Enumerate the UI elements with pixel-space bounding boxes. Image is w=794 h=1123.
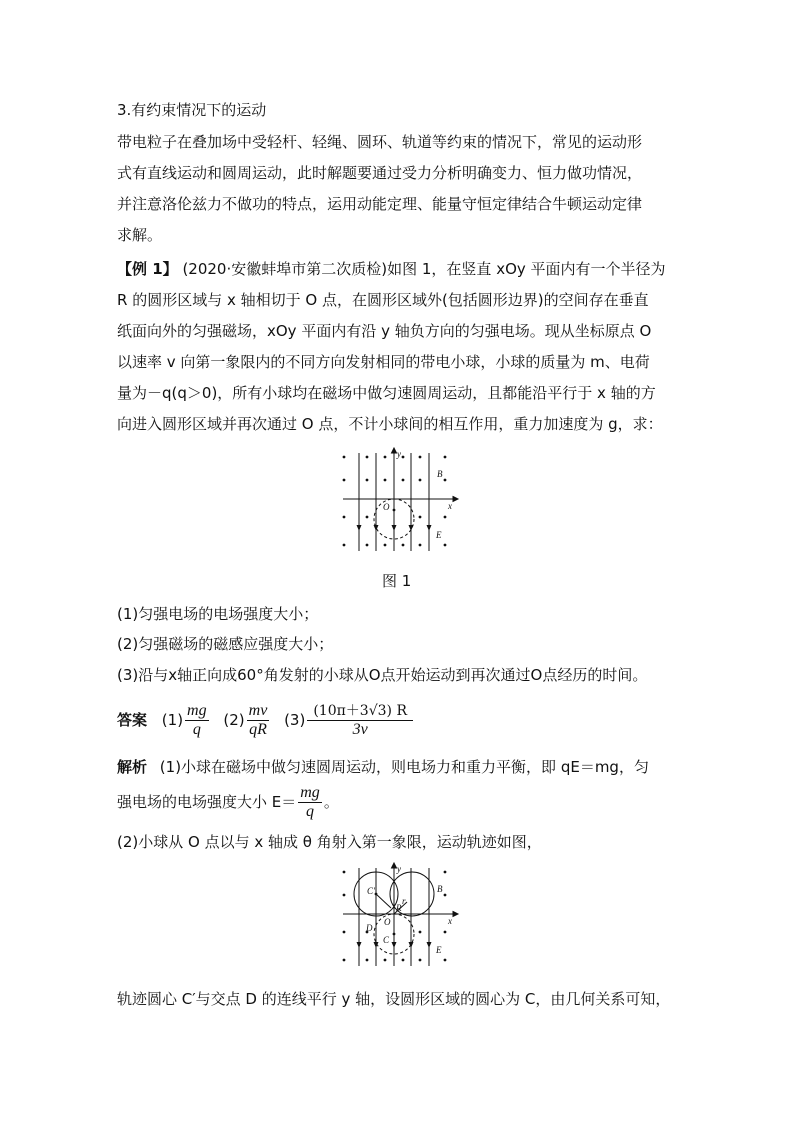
- field-dot: [366, 959, 369, 962]
- field-arrow: [409, 942, 414, 948]
- label-b: B: [437, 884, 443, 894]
- field-arrow: [409, 525, 414, 531]
- answer-fraction-1: [185, 702, 209, 739]
- fraction-denominator: qR: [249, 721, 267, 738]
- field-dot: [384, 959, 387, 962]
- field-dot: [384, 456, 387, 459]
- answer-part-3: (3): [284, 711, 306, 729]
- question-3: (3)沿与x轴正向成60°角发射的小球从O点开始运动到再次通过O点经历的时间。: [117, 666, 648, 684]
- label-c-prime: C′: [367, 886, 375, 896]
- field-dot: [343, 456, 346, 459]
- analysis-line-3: (2)小球从 O 点以与 x 轴成 θ 角射入第一象限，运动轨迹如图，: [117, 833, 542, 851]
- section-heading: 3.有约束情况下的运动: [117, 101, 267, 119]
- fraction-numerator: (10π＋3√3) R: [307, 702, 413, 721]
- field-dot: [444, 959, 447, 962]
- label-e: E: [436, 945, 442, 955]
- field-dot: [419, 544, 422, 547]
- center-dot: [393, 509, 396, 512]
- fraction-denominator: 3v: [352, 721, 368, 738]
- example-tag: 【例 1】: [117, 260, 178, 278]
- example-text: 如图 1，在竖直 xOy 平面内有一个半径为: [387, 260, 666, 278]
- field-dot: [419, 959, 422, 962]
- paragraph-line: 求解。: [117, 226, 163, 244]
- example-line: 量为－q(q＞0)，所有小球均在磁场中做匀速圆周运动，且都能沿平行于 x 轴的方: [117, 384, 656, 402]
- example-first-line: [117, 259, 666, 279]
- example-line: 以速率 v 向第一象限内的不同方向发射相同的带电小球，小球的质量为 m、电荷: [117, 353, 650, 371]
- fraction-denominator: q: [192, 721, 201, 738]
- example-line: 向进入圆形区域并再次通过 O 点，不计小球间的相互作用，重力加速度为 g，求：: [117, 415, 663, 433]
- field-dot: [366, 456, 369, 459]
- fraction-numerator: mg: [187, 702, 207, 719]
- field-dot: [402, 959, 405, 962]
- field-dot: [366, 516, 369, 519]
- fraction-numerator: mg: [300, 784, 320, 801]
- label-e: E: [436, 530, 442, 540]
- answer-row: [117, 701, 415, 739]
- answer-fraction-3: [307, 702, 413, 739]
- field-dot: [444, 931, 447, 934]
- field-dot: [402, 544, 405, 547]
- field-dot: [343, 479, 346, 482]
- figure-2-diagram: [335, 862, 460, 970]
- field-dot: [419, 456, 422, 459]
- center-dot: [375, 893, 378, 896]
- field-arrow: [357, 942, 362, 948]
- analysis-text: 强电场的电场强度大小 E＝: [117, 793, 297, 811]
- answer-part-1: (1): [161, 711, 184, 729]
- analysis-text: (1)小球在磁场中做匀速圆周运动，则电场力和重力平衡，即 qE＝mg，匀: [159, 758, 649, 776]
- field-dot: [419, 931, 422, 934]
- answer-part-2: (2): [223, 711, 245, 729]
- label-o: O: [383, 502, 390, 512]
- field-dot: [444, 456, 447, 459]
- fraction-numerator: mv: [248, 702, 268, 719]
- y-axis-arrow: [392, 863, 397, 868]
- field-arrow: [427, 942, 432, 948]
- analysis-label: 解析: [117, 758, 148, 776]
- analysis-fraction: [298, 784, 322, 821]
- radius-line: [376, 894, 391, 908]
- field-arrow: [357, 525, 362, 531]
- field-dot: [419, 479, 422, 482]
- x-axis-arrow: [453, 497, 458, 502]
- example-source: (2020·安徽蚌埠市第二次质检): [182, 260, 388, 278]
- field-arrow: [427, 525, 432, 531]
- field-dot: [384, 479, 387, 482]
- answer-fraction-2: [247, 702, 270, 739]
- label-y: y: [397, 864, 401, 874]
- answer-label: 答案: [117, 711, 148, 729]
- field-arrow: [392, 525, 397, 531]
- label-o: O: [384, 917, 391, 927]
- x-axis-arrow: [453, 912, 458, 917]
- label-x: x: [448, 501, 452, 511]
- field-dot: [419, 516, 422, 519]
- figure-1-diagram: [335, 447, 460, 555]
- y-axis-arrow: [392, 448, 397, 453]
- analysis-line-4: 轨迹圆心 C′与交点 D 的连线平行 y 轴，设圆形区域的圆心为 C，由几何关系可知，: [117, 990, 671, 1008]
- fraction-denominator: q: [306, 803, 315, 820]
- question-1: (1)匀强电场的电场强度大小；: [117, 605, 319, 623]
- field-dot: [343, 516, 346, 519]
- field-dot: [444, 516, 447, 519]
- field-dot: [343, 959, 346, 962]
- field-dot: [343, 544, 346, 547]
- field-dot: [343, 894, 346, 897]
- field-dot: [444, 479, 447, 482]
- paragraph-line: 带电粒子在叠加场中受轻杆、轻绳、圆环、轨道等约束的情况下，常见的运动形: [117, 133, 643, 151]
- label-y: y: [397, 449, 401, 459]
- paragraph-line: 式有直线运动和圆周运动，此时解题要通过受力分析明确变力、恒力做功情况，: [117, 164, 643, 182]
- label-c: C: [383, 935, 390, 945]
- label-b: B: [437, 469, 443, 479]
- example-line: R 的圆形区域与 x 轴相切于 O 点，在圆形区域外(包括圆形边界)的空间存在垂直: [117, 291, 649, 309]
- field-dot: [343, 931, 346, 934]
- analysis-line-2: [117, 783, 339, 821]
- label-r-small: r: [402, 896, 406, 906]
- analysis-line-1: [117, 757, 649, 777]
- label-x: x: [448, 916, 452, 926]
- field-dot: [444, 894, 447, 897]
- label-r-big: R: [396, 903, 402, 913]
- field-dot: [366, 544, 369, 547]
- field-dot: [444, 544, 447, 547]
- field-dot: [402, 456, 405, 459]
- question-2: (2)匀强磁场的磁感应强度大小；: [117, 635, 334, 653]
- field-arrow: [392, 942, 397, 948]
- figure-caption: 图 1: [382, 572, 412, 590]
- field-dot: [343, 871, 346, 874]
- example-line: 纸面向外的匀强磁场，xOy 平面内有沿 y 轴负方向的匀强电场。现从坐标原点 O: [117, 322, 652, 340]
- paragraph-line: 并注意洛伦兹力不做功的特点，运用动能定理、能量守恒定律结合牛顿运动定律: [117, 195, 643, 213]
- field-dot: [366, 479, 369, 482]
- analysis-text: 。: [323, 793, 339, 811]
- field-dot: [384, 544, 387, 547]
- label-d: D: [366, 923, 373, 933]
- center-dot: [393, 933, 396, 936]
- field-dot: [402, 479, 405, 482]
- field-dot: [444, 871, 447, 874]
